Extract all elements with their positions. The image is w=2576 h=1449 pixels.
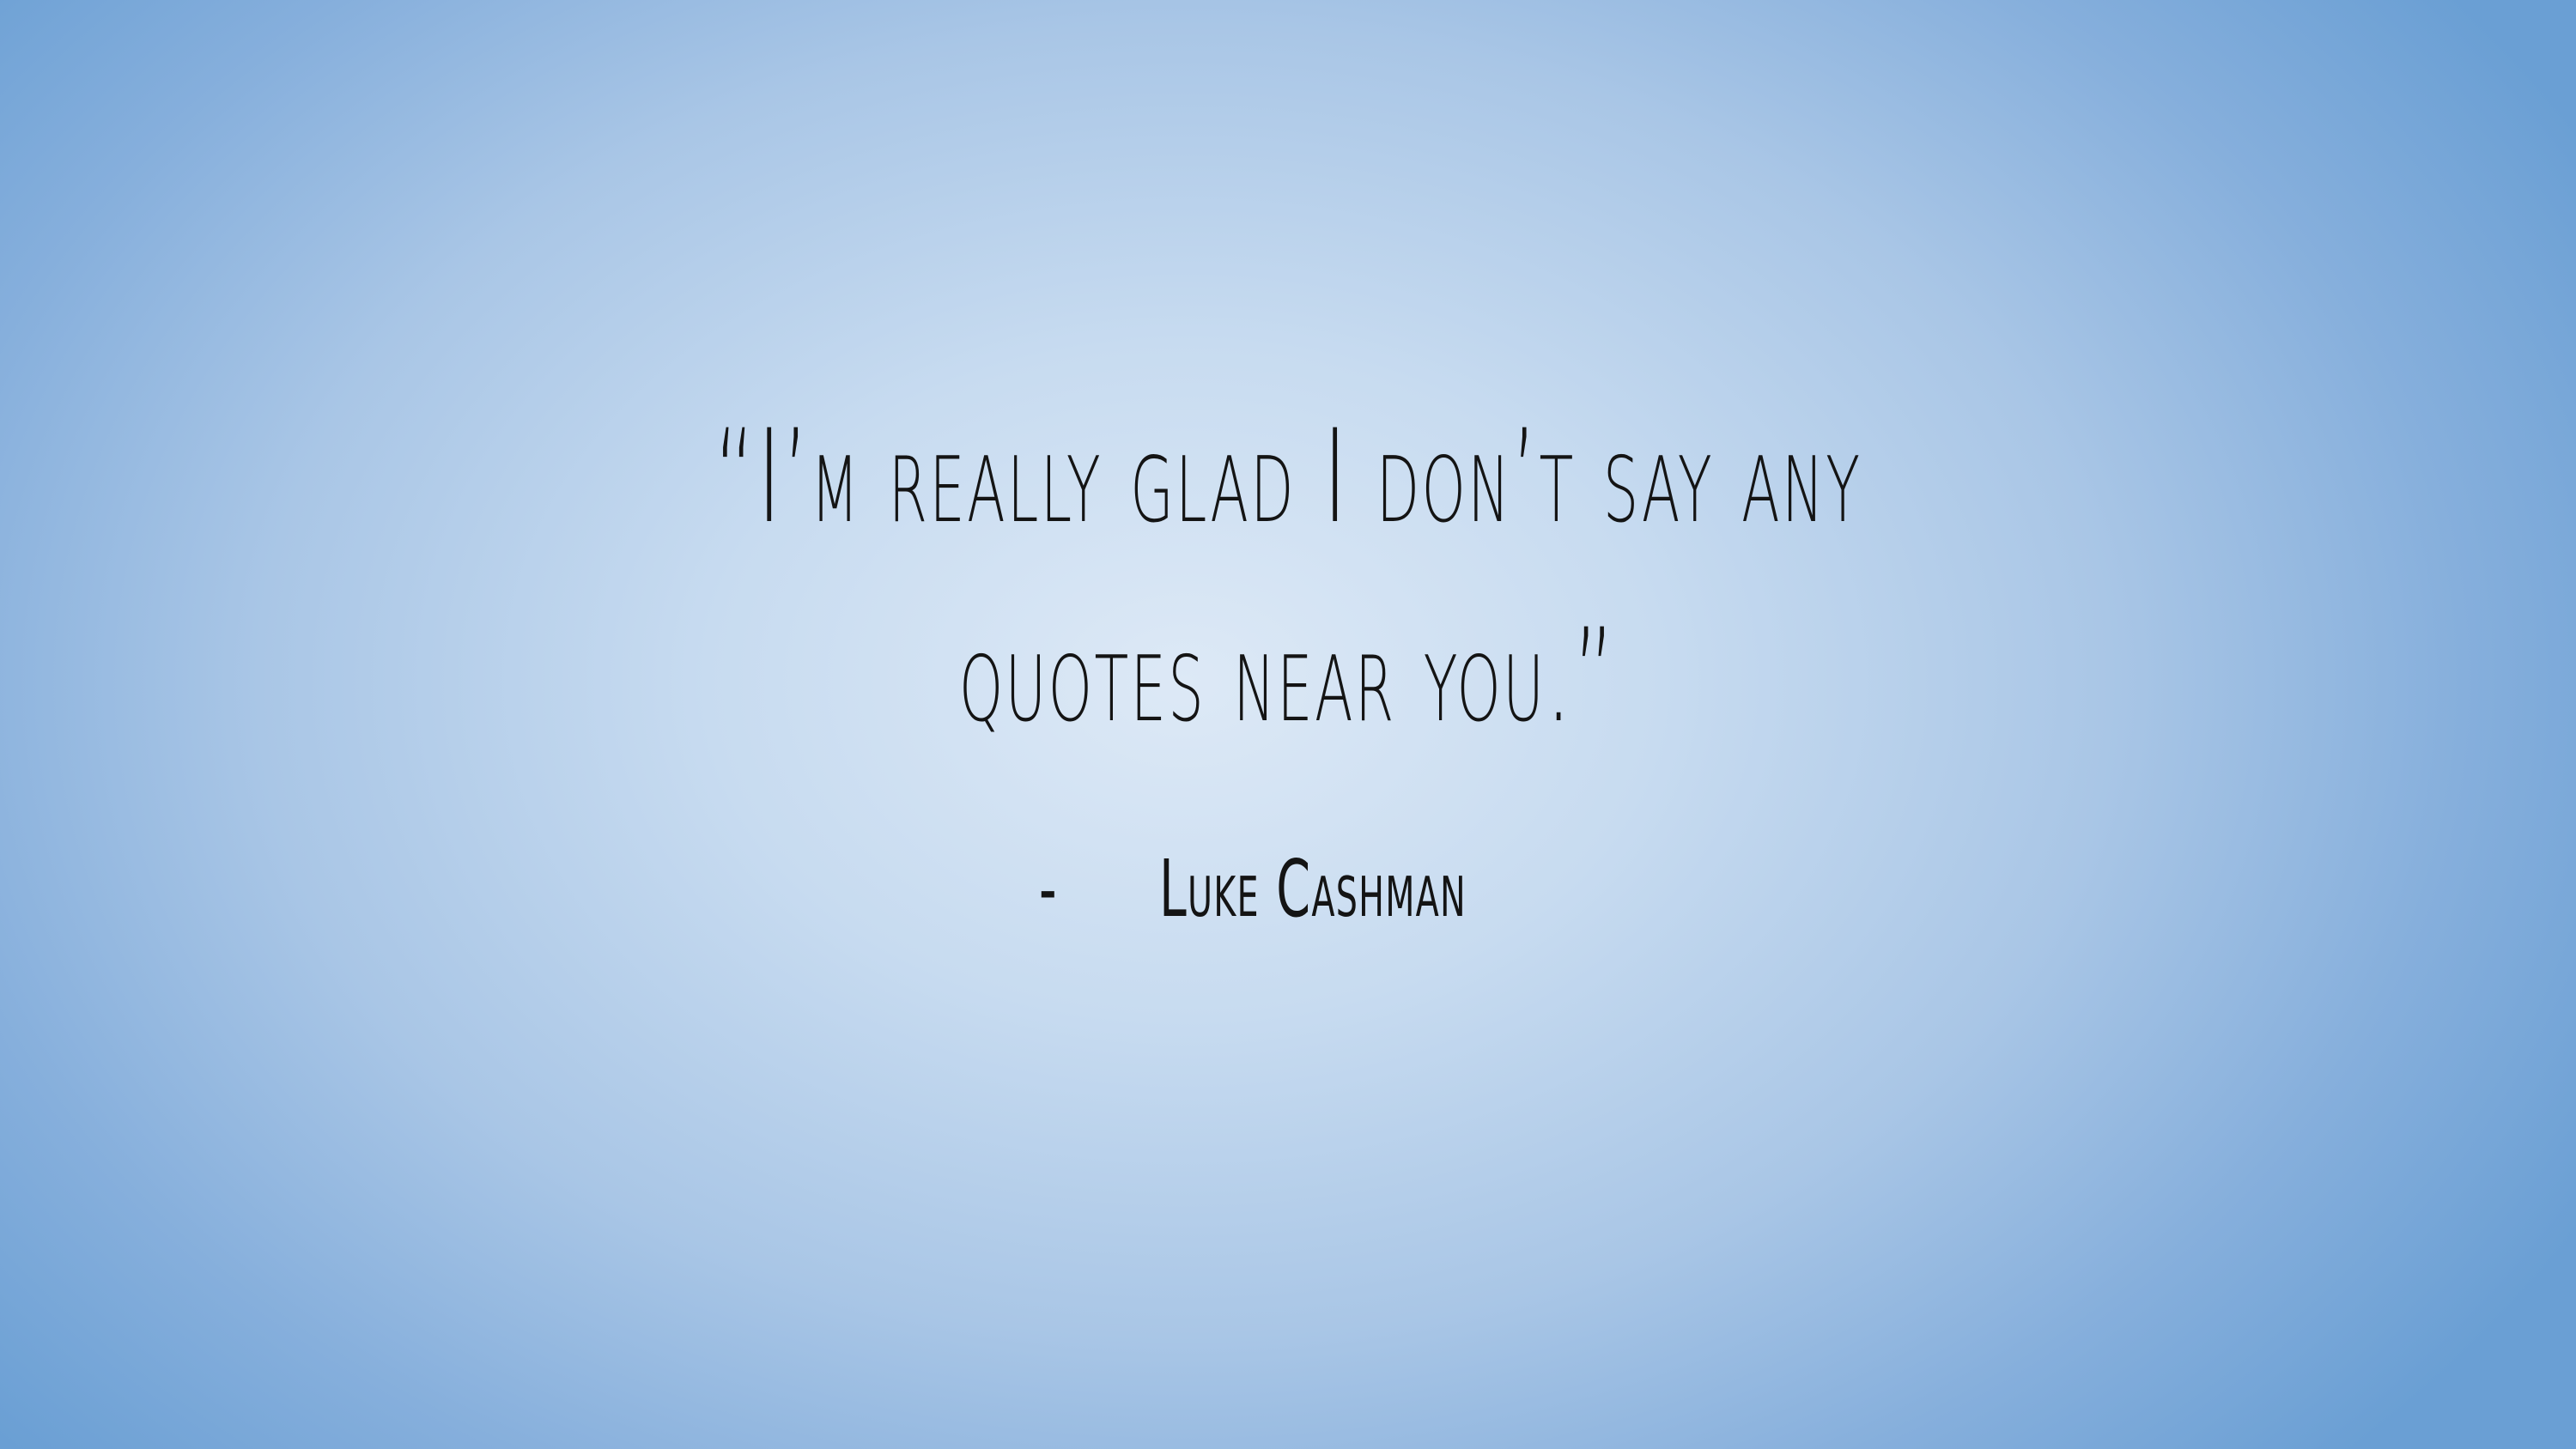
attribution [1039, 833, 1655, 944]
attribution-dash: - [1039, 842, 1057, 935]
author-name: Luke Cashman [1159, 842, 1467, 935]
quote-text: “I’m really glad I don’t say any quotes near you.” [714, 403, 1862, 751]
